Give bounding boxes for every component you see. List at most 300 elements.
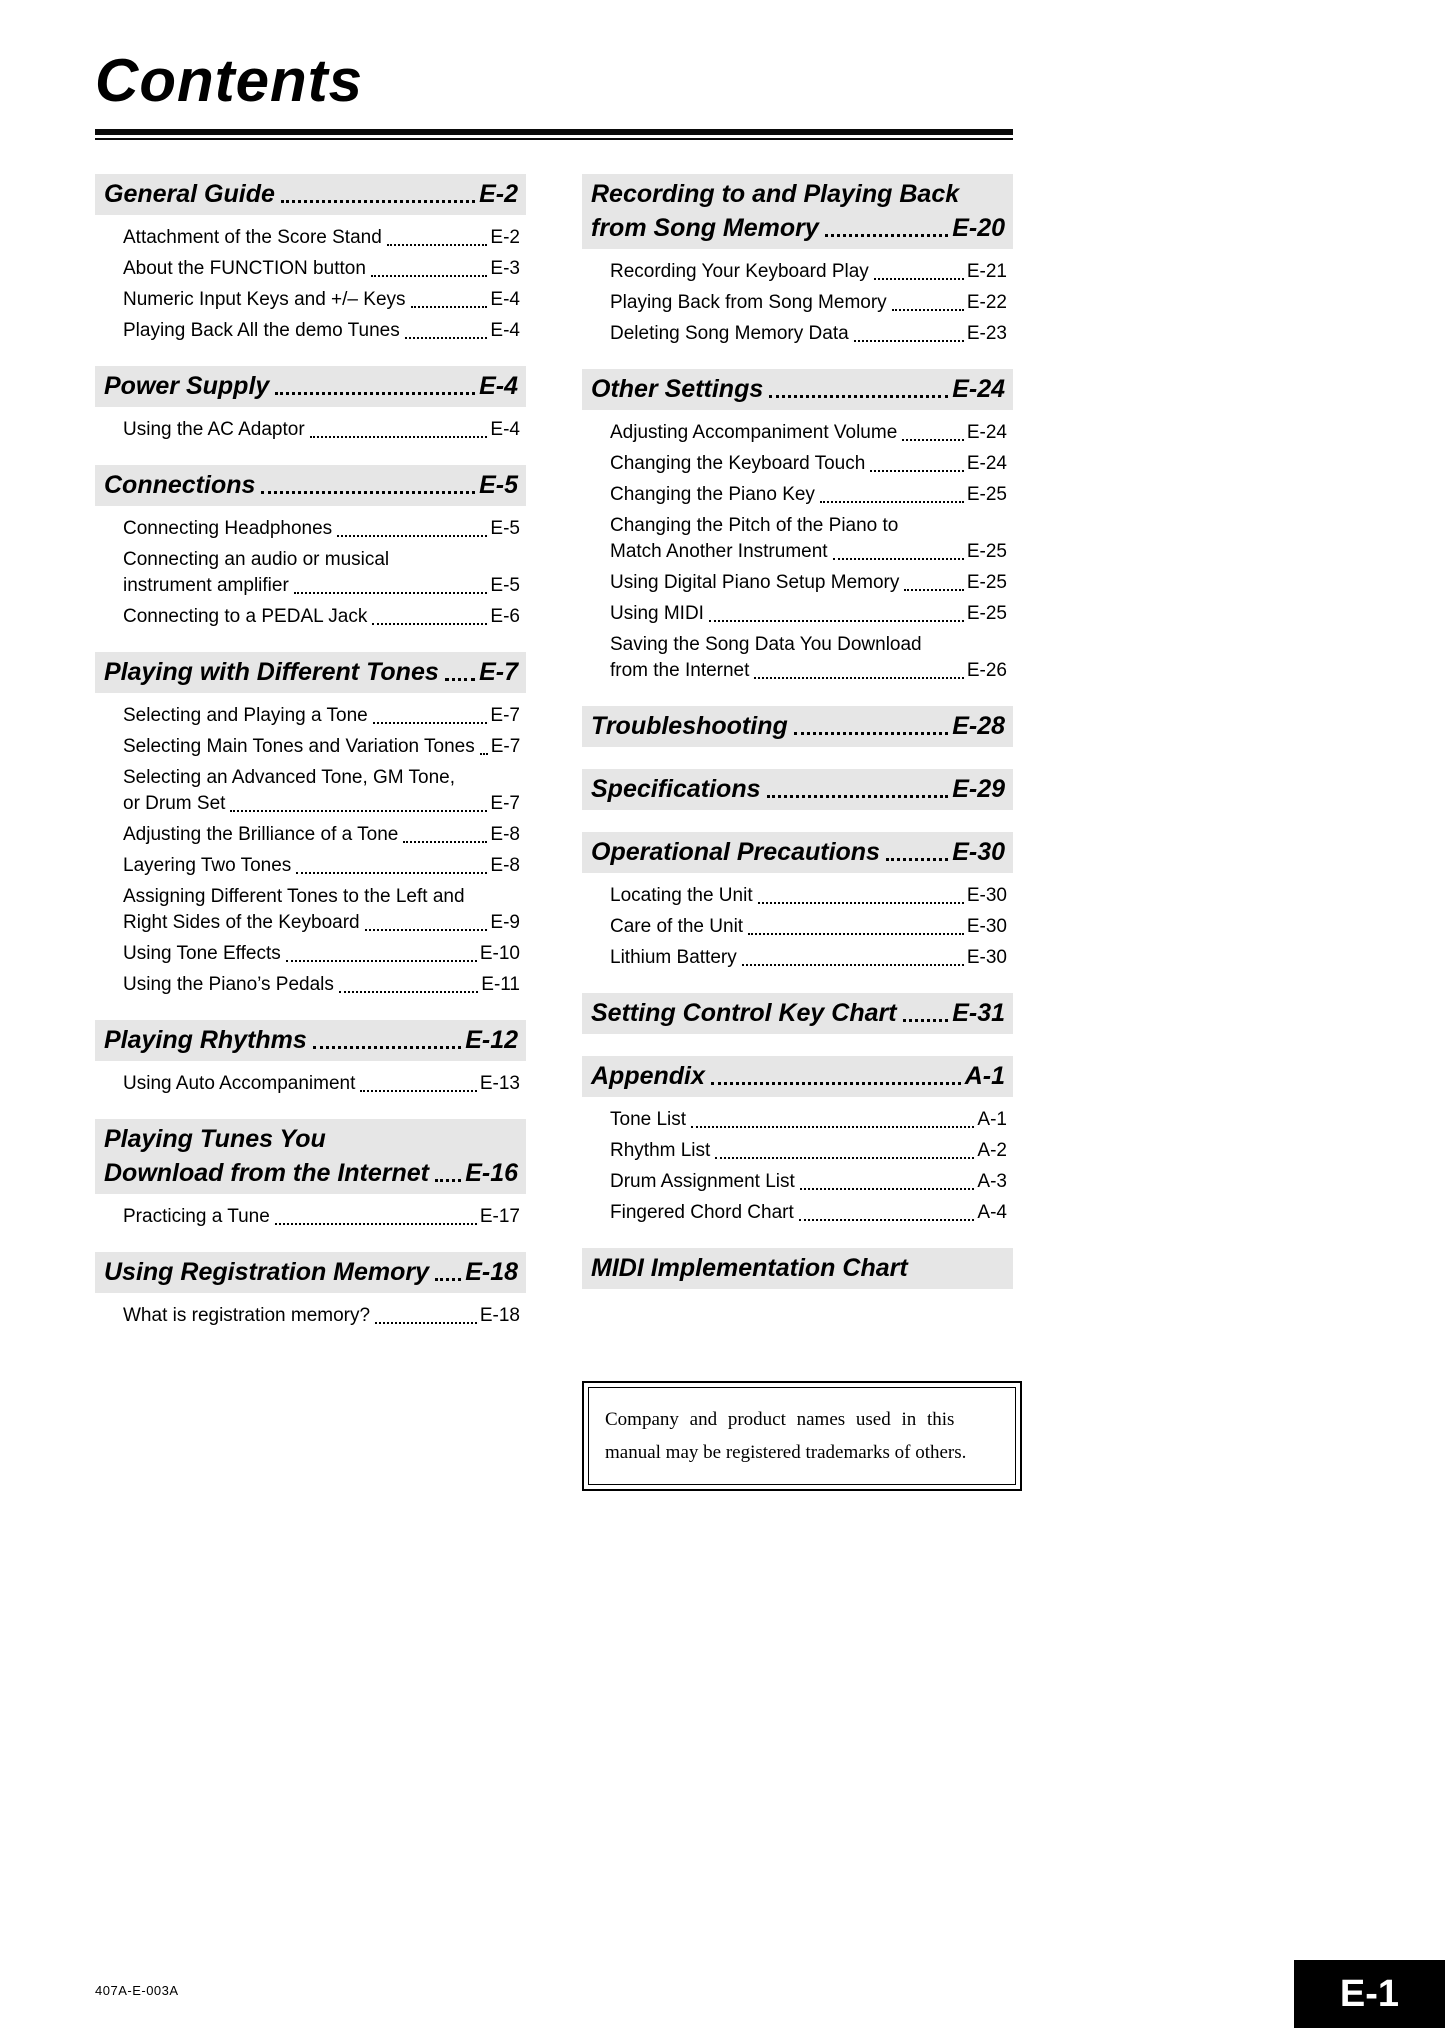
dotted-leader <box>709 620 964 622</box>
dotted-leader <box>230 810 487 812</box>
page-number: A-3 <box>977 1171 1007 1192</box>
toc-item-label: Connecting to a PEDAL Jack <box>123 606 368 627</box>
dotted-leader <box>742 964 964 966</box>
toc-item-label: Care of the Unit <box>610 916 744 937</box>
toc-section-title: Setting Control Key Chart <box>591 999 897 1027</box>
dotted-leader <box>800 1188 975 1190</box>
dotted-leader <box>371 275 488 277</box>
toc-item-row <box>123 256 520 282</box>
toc-items <box>95 1303 526 1329</box>
toc-section-title: Operational Precautions <box>591 838 880 866</box>
dotted-leader <box>904 589 964 591</box>
toc-item <box>610 570 1007 596</box>
toc-item <box>123 547 520 599</box>
page-number: E-22 <box>966 292 1007 313</box>
toc-item-label: Selecting Main Tones and Variation Tones <box>123 736 475 757</box>
toc-item-label: Adjusting the Brilliance of a Tone <box>123 824 399 845</box>
toc-section-title-row <box>591 772 1005 806</box>
toc-section-title: Using Registration Memory <box>104 1258 430 1286</box>
toc-section-title-row <box>104 655 518 689</box>
toc-item <box>123 1071 520 1097</box>
toc-items <box>582 259 1013 347</box>
toc-item-label: Right Sides of the Keyboard <box>123 912 360 933</box>
toc-item-row <box>123 287 520 313</box>
toc-section-title-row <box>591 177 1005 211</box>
toc-item-row <box>610 451 1007 477</box>
toc-item <box>123 1204 520 1230</box>
toc-section-title: Troubleshooting <box>591 712 788 740</box>
page-number: E-21 <box>966 261 1007 282</box>
dotted-leader <box>825 234 948 237</box>
toc-item <box>610 290 1007 316</box>
toc-section <box>95 652 526 998</box>
trademark-note-line-1: Company and product names used in this <box>605 1409 955 1430</box>
toc-item-label: Numeric Input Keys and +/– Keys <box>123 289 406 310</box>
toc-item-label: Rhythm List <box>610 1140 711 1161</box>
dotted-leader <box>711 1082 961 1085</box>
toc-item-row <box>610 321 1007 347</box>
page-number: E-8 <box>490 824 520 845</box>
toc-section-title: Playing Rhythms <box>104 1026 307 1054</box>
toc-section-title: from Song Memory <box>591 214 819 242</box>
toc-item-label: Drum Assignment List <box>610 1171 795 1192</box>
dotted-leader <box>387 244 488 246</box>
page-number: A-1 <box>964 1062 1005 1090</box>
toc-section-header <box>95 465 526 506</box>
page-number: E-25 <box>966 572 1007 593</box>
toc-section-title-row <box>591 211 1005 245</box>
toc-item-row <box>610 883 1007 909</box>
toc-item-label: Lithium Battery <box>610 947 737 968</box>
page-number: E-6 <box>490 606 520 627</box>
page-number: A-1 <box>977 1109 1007 1130</box>
toc-item-label: Adjusting Accompaniment Volume <box>610 422 898 443</box>
toc-item-row <box>610 1169 1007 1195</box>
toc-item-row <box>123 822 520 848</box>
toc-item-row <box>123 941 520 967</box>
toc-section-header <box>95 1252 526 1293</box>
page-number: E-4 <box>490 289 520 310</box>
page-number: E-2 <box>479 180 518 208</box>
page-number: E-30 <box>966 916 1007 937</box>
toc-item <box>610 451 1007 477</box>
toc-items <box>582 420 1013 684</box>
toc-item-row <box>123 734 520 760</box>
toc-item-row <box>123 573 520 599</box>
toc-item-row <box>610 1107 1007 1133</box>
toc-item-row <box>123 225 520 251</box>
page-number: E-10 <box>479 943 520 964</box>
toc-item <box>123 822 520 848</box>
toc-item <box>123 1303 520 1329</box>
toc-item-row <box>610 259 1007 285</box>
toc-item-row <box>123 765 520 791</box>
page-number: E-3 <box>490 258 520 279</box>
toc-section <box>582 706 1013 747</box>
page-number: E-11 <box>481 974 520 995</box>
toc-item <box>610 1107 1007 1133</box>
toc-item-row <box>123 972 520 998</box>
toc-section-header <box>582 369 1013 410</box>
dotted-leader <box>296 872 487 874</box>
toc-item-label: Using the AC Adaptor <box>123 419 305 440</box>
page-number: E-25 <box>966 541 1007 562</box>
toc-item <box>610 259 1007 285</box>
toc-items <box>95 225 526 344</box>
page-number: E-30 <box>966 947 1007 968</box>
toc-item <box>610 632 1007 684</box>
page-number: E-31 <box>952 999 1005 1027</box>
toc-section-title-row <box>591 1059 1005 1093</box>
toc-item-row <box>610 513 1007 539</box>
dotted-leader <box>870 470 964 472</box>
toc-item-label: Playing Back All the demo Tunes <box>123 320 400 341</box>
page-number: E-8 <box>490 855 520 876</box>
page-number: E-24 <box>966 422 1007 443</box>
toc-item <box>610 945 1007 971</box>
dotted-leader <box>372 623 487 625</box>
dotted-leader <box>261 491 475 494</box>
page-number: E-18 <box>479 1305 520 1326</box>
toc-item-row <box>610 1200 1007 1226</box>
dotted-leader <box>275 1223 477 1225</box>
page-number: A-2 <box>977 1140 1007 1161</box>
toc-item-row <box>123 516 520 542</box>
toc-item-label: Fingered Chord Chart <box>610 1202 794 1223</box>
dotted-leader <box>820 501 964 503</box>
toc-section <box>95 366 526 443</box>
dotted-leader <box>275 392 475 395</box>
dotted-leader <box>337 535 487 537</box>
toc-item-label: Changing the Pitch of the Piano to <box>610 515 899 536</box>
toc-item <box>610 482 1007 508</box>
toc-section-title-row <box>104 1122 518 1156</box>
toc-section-header <box>582 1248 1013 1289</box>
page-number: E-24 <box>952 375 1005 403</box>
toc-item-row <box>123 1071 520 1097</box>
toc-section-title: Playing with Different Tones <box>104 658 439 686</box>
toc-section <box>95 465 526 630</box>
page-number: E-18 <box>465 1258 518 1286</box>
toc-column-right-wrap <box>582 174 1013 1491</box>
toc-item-row <box>610 601 1007 627</box>
toc-item <box>610 1200 1007 1226</box>
dotted-leader <box>339 991 478 993</box>
dotted-leader <box>360 1090 477 1092</box>
toc-item-row <box>610 945 1007 971</box>
page-number: E-7 <box>479 658 518 686</box>
toc-item-row <box>123 417 520 443</box>
page-badge-label: E-1 <box>1339 1972 1400 2015</box>
toc-item-label: Using Auto Accompaniment <box>123 1073 356 1094</box>
toc-section-header <box>582 769 1013 810</box>
page-number: E-25 <box>966 484 1007 505</box>
toc-item-label: Tone List <box>610 1109 687 1130</box>
page-number: E-23 <box>966 323 1007 344</box>
toc-item-row <box>123 884 520 910</box>
title-rule-thick <box>95 129 1013 135</box>
page-number: E-26 <box>966 660 1007 681</box>
dotted-leader <box>767 795 949 798</box>
toc-item-label: Saving the Song Data You Download <box>610 634 922 655</box>
dotted-leader <box>754 677 963 679</box>
toc-section <box>582 174 1013 347</box>
dotted-leader <box>854 340 964 342</box>
toc-section-title: Playing Tunes You <box>104 1125 326 1153</box>
dotted-leader <box>715 1157 974 1159</box>
toc-item <box>123 941 520 967</box>
toc-item-label: Attachment of the Score Stand <box>123 227 382 248</box>
toc-item-row <box>123 703 520 729</box>
dotted-leader <box>769 395 948 398</box>
toc-items <box>582 883 1013 971</box>
toc-item-row <box>610 632 1007 658</box>
toc-item <box>610 513 1007 565</box>
page-number: E-7 <box>490 736 521 757</box>
toc-item <box>610 321 1007 347</box>
page-number: E-7 <box>490 705 520 726</box>
toc-section-title-row <box>104 1023 518 1057</box>
toc-section <box>95 1020 526 1097</box>
dotted-leader <box>286 960 477 962</box>
dotted-leader <box>758 902 964 904</box>
dotted-leader <box>902 439 964 441</box>
page-number: E-25 <box>966 603 1007 624</box>
toc-section-title-row <box>104 369 518 403</box>
page-number: E-13 <box>479 1073 520 1094</box>
toc-section-title-row <box>591 996 1005 1030</box>
dotted-leader <box>403 841 487 843</box>
toc-item-label: from the Internet <box>610 660 750 681</box>
dotted-leader <box>365 929 488 931</box>
toc-item-label: Selecting an Advanced Tone, GM Tone, <box>123 767 456 788</box>
toc-item-label: Locating the Unit <box>610 885 753 906</box>
toc-section-header <box>582 1056 1013 1097</box>
toc-item <box>123 417 520 443</box>
toc-item-label: Using the Piano’s Pedals <box>123 974 334 995</box>
toc-section-title: Connections <box>104 471 256 499</box>
toc-section-title-row <box>591 835 1005 869</box>
toc-section <box>95 1252 526 1329</box>
toc-item-row <box>610 482 1007 508</box>
page-title: Contents <box>95 47 363 114</box>
dotted-leader <box>892 309 964 311</box>
toc-item-label: Selecting and Playing a Tone <box>123 705 368 726</box>
page-number: E-4 <box>490 419 520 440</box>
dotted-leader <box>435 1179 461 1182</box>
page-number: E-30 <box>966 885 1007 906</box>
page-number: E-28 <box>952 712 1005 740</box>
toc-item-row <box>610 570 1007 596</box>
toc-columns <box>95 174 1013 1491</box>
toc-item <box>610 883 1007 909</box>
toc-item <box>123 604 520 630</box>
dotted-leader <box>748 933 964 935</box>
toc-item-label: Using Digital Piano Setup Memory <box>610 572 900 593</box>
toc-item-row <box>123 547 520 573</box>
toc-items <box>95 417 526 443</box>
toc-section-header <box>582 174 1013 249</box>
toc-column-left <box>95 174 526 1329</box>
toc-section <box>582 832 1013 971</box>
dotted-leader <box>794 732 948 735</box>
toc-item-row <box>123 318 520 344</box>
toc-section-title-row <box>591 1251 1005 1285</box>
toc-item <box>123 287 520 313</box>
toc-section <box>582 1056 1013 1226</box>
toc-item-row <box>610 420 1007 446</box>
dotted-leader <box>435 1278 461 1281</box>
toc-item <box>610 420 1007 446</box>
toc-item-label: Connecting an audio or musical <box>123 549 390 570</box>
toc-item-row <box>610 658 1007 684</box>
footer-doc-code: 407A-E-003A <box>95 1983 179 1998</box>
toc-item-label: Changing the Piano Key <box>610 484 815 505</box>
toc-item <box>123 318 520 344</box>
toc-item-label: Recording Your Keyboard Play <box>610 261 869 282</box>
toc-section-title-row <box>104 177 518 211</box>
toc-item <box>123 703 520 729</box>
page-number: E-20 <box>952 214 1005 242</box>
page-number: E-29 <box>952 775 1005 803</box>
trademark-note-line-2: manual may be registered trademarks of others. <box>605 1442 967 1463</box>
title-rule-thin <box>95 138 1013 140</box>
dotted-leader <box>480 753 488 755</box>
toc-section-title: Specifications <box>591 775 761 803</box>
page-number: E-5 <box>490 518 520 539</box>
toc-items <box>95 516 526 630</box>
toc-section <box>95 1119 526 1230</box>
toc-item-row <box>123 910 520 936</box>
page-number-badge <box>1294 1960 1445 2028</box>
toc-section-title: General Guide <box>104 180 275 208</box>
toc-section-title: Other Settings <box>591 375 764 403</box>
toc-item <box>123 853 520 879</box>
toc-item-label: Using MIDI <box>610 603 704 624</box>
dotted-leader <box>411 306 488 308</box>
toc-section-title-row <box>591 709 1005 743</box>
page-number: E-12 <box>465 1026 518 1054</box>
toc-item-label: Changing the Keyboard Touch <box>610 453 866 474</box>
toc-item-row <box>610 539 1007 565</box>
toc-item-label: or Drum Set <box>123 793 226 814</box>
toc-item-row <box>610 1138 1007 1164</box>
toc-section-title-row <box>104 1156 518 1190</box>
dotted-leader <box>874 278 964 280</box>
toc-item-label: Layering Two Tones <box>123 855 292 876</box>
toc-item-label: About the FUNCTION button <box>123 258 366 279</box>
dotted-leader <box>294 592 488 594</box>
toc-section <box>582 1248 1013 1289</box>
dotted-leader <box>375 1322 477 1324</box>
toc-section-title: Recording to and Playing Back <box>591 180 960 208</box>
toc-item <box>123 765 520 817</box>
toc-section-title-row <box>591 372 1005 406</box>
toc-item-row <box>123 604 520 630</box>
toc-item-row <box>610 914 1007 940</box>
dotted-leader <box>833 558 964 560</box>
toc-item <box>123 256 520 282</box>
toc-item-label: Practicing a Tune <box>123 1206 270 1227</box>
trademark-note-inner <box>588 1387 1016 1485</box>
toc-item-row <box>123 1204 520 1230</box>
dotted-leader <box>313 1046 461 1049</box>
toc-item-label: instrument amplifier <box>123 575 289 596</box>
toc-item <box>610 1138 1007 1164</box>
page-number: E-30 <box>952 838 1005 866</box>
toc-item-label: Deleting Song Memory Data <box>610 323 849 344</box>
toc-items <box>95 1204 526 1230</box>
dotted-leader <box>886 858 948 861</box>
toc-item <box>123 225 520 251</box>
page-number: E-4 <box>490 320 520 341</box>
toc-section <box>582 993 1013 1034</box>
page-number: E-5 <box>490 575 520 596</box>
toc-items <box>95 1071 526 1097</box>
page-number: E-2 <box>490 227 520 248</box>
trademark-note-box <box>582 1381 1022 1491</box>
toc-section-title: Appendix <box>591 1062 705 1090</box>
toc-item-label: What is registration memory? <box>123 1305 371 1326</box>
toc-item-label: Assigning Different Tones to the Left and <box>123 886 465 907</box>
toc-item-label: Using Tone Effects <box>123 943 281 964</box>
toc-item-label: Connecting Headphones <box>123 518 333 539</box>
toc-section-header <box>95 174 526 215</box>
page-number: E-9 <box>490 912 520 933</box>
toc-item-row <box>610 290 1007 316</box>
dotted-leader <box>691 1126 974 1128</box>
page-number: E-16 <box>465 1159 518 1187</box>
page-number: E-24 <box>966 453 1007 474</box>
toc-item-label: Playing Back from Song Memory <box>610 292 887 313</box>
toc-section <box>95 174 526 344</box>
dotted-leader <box>903 1019 949 1022</box>
toc-section <box>582 769 1013 810</box>
dotted-leader <box>281 200 475 203</box>
toc-section-title: MIDI Implementation Chart <box>591 1254 908 1282</box>
toc-item-row <box>123 853 520 879</box>
dotted-leader <box>405 337 488 339</box>
toc-item <box>123 734 520 760</box>
toc-column-left-wrap <box>95 174 526 1491</box>
dotted-leader <box>373 722 488 724</box>
toc-section-header <box>582 993 1013 1034</box>
toc-items <box>95 703 526 998</box>
toc-section-header <box>95 652 526 693</box>
page-number: E-5 <box>479 471 518 499</box>
toc-section-title-row <box>104 1255 518 1289</box>
toc-item <box>610 601 1007 627</box>
toc-item <box>123 972 520 998</box>
toc-column-right <box>582 174 1013 1289</box>
page-number: E-4 <box>479 372 518 400</box>
toc-item <box>123 516 520 542</box>
toc-item <box>610 1169 1007 1195</box>
toc-item <box>610 914 1007 940</box>
page-number: E-17 <box>479 1206 520 1227</box>
toc-items <box>582 1107 1013 1226</box>
toc-section-header <box>582 706 1013 747</box>
toc-section-title: Download from the Internet <box>104 1159 429 1187</box>
toc-item-row <box>123 791 520 817</box>
toc-section-title: Power Supply <box>104 372 270 400</box>
toc-section-header <box>95 1020 526 1061</box>
toc-item-label: Match Another Instrument <box>610 541 828 562</box>
toc-item <box>123 884 520 936</box>
page-number: E-7 <box>490 793 520 814</box>
dotted-leader <box>799 1219 975 1221</box>
toc-section-header <box>95 1119 526 1194</box>
